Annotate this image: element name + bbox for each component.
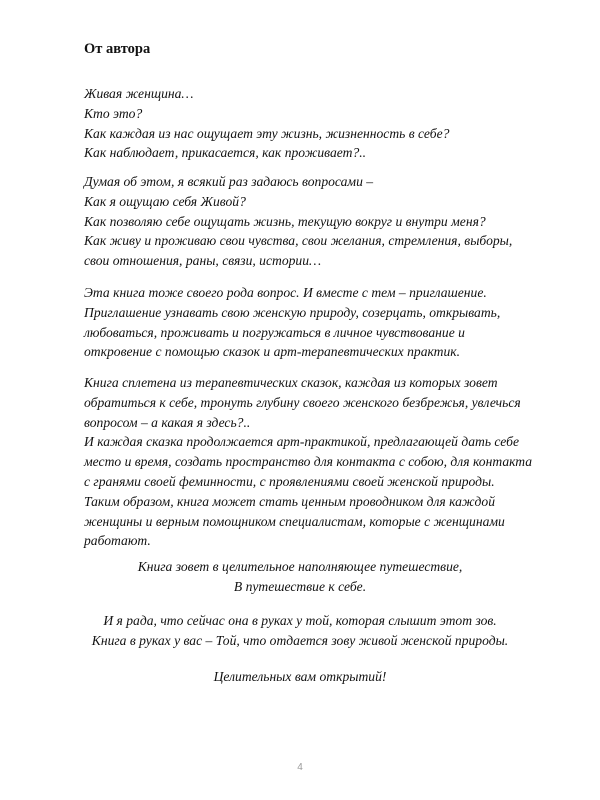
paragraph-line: свои отношения, раны, связи, истории… — [84, 253, 322, 269]
paragraph-line: женщины и верным помощником специалистам, которые с женщинами — [84, 513, 505, 529]
paragraph-line: Как живу и проживаю свои чувства, свои желания, стремления, выборы, — [84, 233, 513, 249]
paragraph-line: Приглашение узнавать свою женскую природу, созерцать, открывать, — [84, 304, 501, 320]
paragraph-line: Кто это? — [84, 105, 143, 121]
paragraph-line: Как я ощущаю себя Живой? — [84, 193, 246, 209]
paragraph-intro — [84, 84, 534, 163]
paragraph-line: Таким образом, книга может стать ценным проводником для каждой — [84, 493, 496, 509]
paragraph-line: Книга сплетена из терапевтических сказок, каждая из которых зовет — [84, 375, 498, 390]
paragraph-questions — [84, 172, 534, 271]
paragraph-line: обратиться к себе, тронуть глубину своего женского безбрежья, увлечься — [84, 394, 521, 410]
centered-line: В путешествие к себе. — [233, 578, 367, 594]
paragraph-line: Как позволяю себе ощущать жизнь, текущую вокруг и внутри меня? — [84, 213, 486, 229]
centered-glad — [0, 611, 600, 651]
paragraph-line: И каждая сказка продолжается арт-практикой, предлагающей дать себе — [84, 434, 519, 450]
paragraph-line: место и время, создать пространство для контакта с собою, для контакта — [84, 454, 533, 470]
paragraph-line: Думая об этом, я всякий раз задаюсь вопросами – — [84, 174, 374, 189]
paragraph-invitation — [84, 283, 534, 362]
paragraph-line: Живая женщина… — [84, 86, 194, 101]
section-heading: От автора — [84, 41, 151, 57]
centered-line: Целительных вам открытий! — [213, 669, 387, 684]
paragraph-line: Как каждая из нас ощущает эту жизнь, жизненность в себе? — [84, 125, 450, 141]
paragraph-line: работают. — [84, 533, 151, 549]
paragraph-line: вопросом – а какая я здесь?.. — [84, 414, 251, 430]
paragraph-line: Как наблюдает, прикасается, как проживает?.. — [84, 145, 367, 161]
centered-closing — [0, 667, 600, 687]
paragraph-book-description — [84, 373, 534, 551]
paragraph-line: откровение с помощью сказок и арт-терапевтических практик. — [84, 344, 461, 360]
centered-line: Книга в руках у вас – Той, что отдается зову живой женской природы. — [91, 632, 509, 648]
centered-line: И я рада, что сейчас она в руках у той, которая слышит этот зов. — [103, 613, 497, 628]
centered-journey — [0, 557, 600, 597]
paragraph-line: с гранями своей феминности, с проявлениями своей женской природы. — [84, 473, 495, 489]
paragraph-line: Эта книга тоже своего рода вопрос. И вместе с тем – приглашение. — [84, 285, 487, 300]
centered-line: Книга зовет в целительное наполняющее путешествие, — [137, 559, 463, 574]
page-number: 4 — [297, 762, 303, 773]
paragraph-line: любоваться, проживать и погружаться в личное чувствование и — [84, 324, 465, 340]
